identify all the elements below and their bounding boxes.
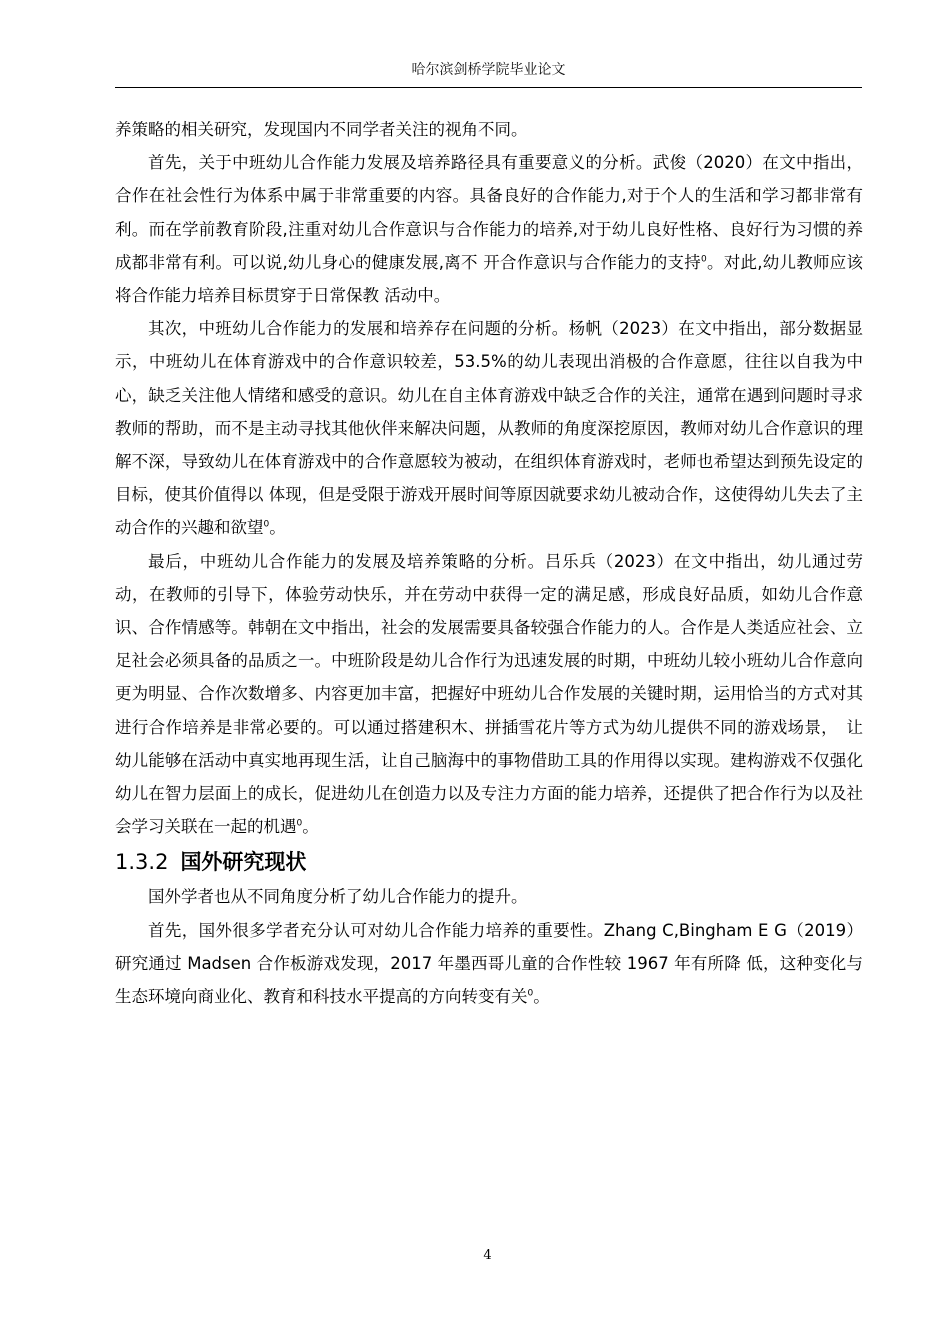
section-title: 国外研究现状 xyxy=(180,850,307,875)
paragraph-domestic-third: 最后，中班幼儿合作能力的发展及培养策略的分析。吕乐兵（2023）在文中指出，幼儿通过劳动，在教师的引导下，体验劳动快乐，并在劳动中获得一定的满足感，形成良好品质，如幼儿合作意识、合作情感等。韩朝在文中指出，社会的发展需要具备较强合作能力的人。合作是人类适应社会、立足社会必须具备的品质之一。中班阶段是幼儿合作行为迅速发展的时期，中班幼儿较小班幼儿合作意向更为明显、合作次数增多、内容更加丰富，把握好中班幼儿合作发展的关键时期，运用恰当的方式对其进行合作培养是非常必要的。可以通过搭建积木、拼插雪花片等方式为幼儿提供不同的游戏场景， 让幼儿能够在活动中真实地再现生活，让自己脑海中的事物借助工具的作用得以实现。建构游戏不仅强化幼儿在智力层面上的成长，促进幼儿在创造力以及专注力方面的能力培养，还提供了把合作行为以及社会学习关联在一起的机遇$^0$。 xyxy=(115,551,863,837)
citation-marker: 0 xyxy=(296,818,303,829)
paragraph-foreign-first: 首先，国外很多学者充分认可对幼儿合作能力培养的重要性。Zhang C,Bingham E G（2019）研究通过 Madsen 合作板游戏发现，2017 年墨西哥儿童的合作性较 1967 年有所降 低，这种变化与生态环境向商业化、教育和科技水平提高的方向转变有关$^0$。 xyxy=(115,920,863,1007)
paragraph-intro-continuation: 养策略的相关研究，发现国内不同学者关注的视角不同。 xyxy=(115,120,528,139)
paragraph-foreign-intro: 国外学者也从不同角度分析了幼儿合作能力的提升。 xyxy=(148,887,528,907)
citation-marker: 0 xyxy=(701,254,707,265)
header-divider xyxy=(115,87,862,88)
page-header-title: 哈尔滨剑桥学院毕业论文 xyxy=(411,62,566,78)
citation-marker: 0 xyxy=(263,519,270,530)
paragraph-domestic-first: 首先，关于中班幼儿合作能力发展及培养路径具有重要意义的分析。武俊（2020）在文中指出，合作在社会性行为体系中属于非常重要的内容。具备良好的合作能力,对于个人的生活和学习都非常有利。而在学前教育阶段,注重对幼儿合作意识与合作能力的培养,对于幼儿良好性格、良好行为习惯的养成都非常有利。可以说,幼儿身心的健康发展,离不 开合作意识与合作能力的支持$^0$。对此,幼儿教师应该将合作能力培养目标贯穿于日常保教 活动中。 xyxy=(115,153,863,306)
document-body xyxy=(115,113,863,1013)
section-heading xyxy=(115,845,863,879)
paragraph-domestic-second: 其次，中班幼儿合作能力的发展和培养存在问题的分析。杨帆（2023）在文中指出，部分数据显示，中班幼儿在体育游戏中的合作意识较差，53.5%的幼儿表现出消极的合作意愿，往往以自我为中心，缺乏关注他人情绪和感受的意识。幼儿在自主体育游戏中缺乏合作的关注，通常在遇到问题时寻求教师的帮助，而不是主动寻找其他伙伴来解决问题，从教师的角度深挖原因，教师对幼儿合作意识的理解不深，导致幼儿在体育游戏中的合作意愿较为被动，在组织体育游戏时，老师也希望达到预先设定的目标，使其价值得以 体现，但是受限于游戏开展时间等原因就要求幼儿被动合作，这使得幼儿失去了主动合作的兴趣和欲望$^0$。 xyxy=(115,319,863,538)
citation-marker: 0 xyxy=(527,988,534,999)
page-number: 4 xyxy=(483,1248,492,1263)
section-number: 1.3.2 xyxy=(115,850,169,875)
